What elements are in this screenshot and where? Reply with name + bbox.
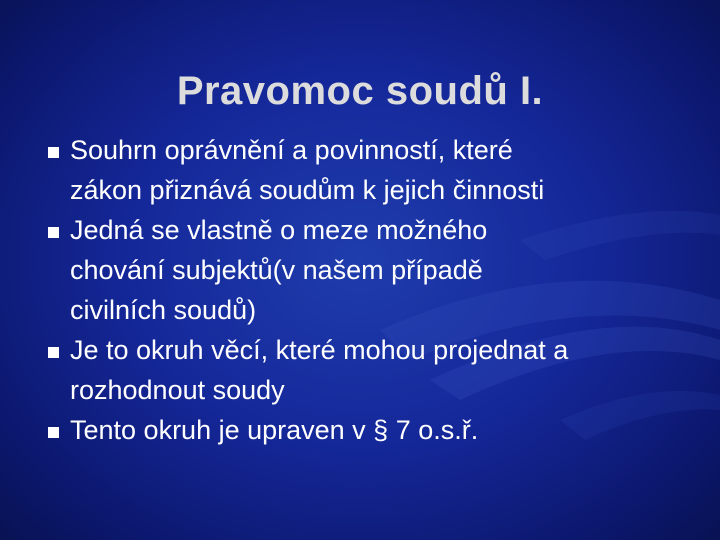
bullet-item	[48, 330, 688, 410]
bullet-text: Tento okruh je upraven v § 7 o.s.ř.	[70, 415, 479, 445]
bullet-item	[48, 130, 688, 210]
bullet-list	[48, 130, 688, 450]
bullet-text: Souhrn oprávnění a povinností, které zákon přiznává soudům k jejich činnosti	[70, 135, 545, 205]
bullet-item	[48, 410, 688, 450]
bullet-text: Je to okruh věcí, které mohou projednat a rozhodnout soudy	[70, 335, 569, 405]
square-bullet-icon	[48, 427, 59, 438]
square-bullet-icon	[48, 227, 59, 238]
square-bullet-icon	[48, 347, 59, 358]
bullet-item	[48, 210, 688, 330]
slide-title: Pravomoc soudů I.	[176, 68, 544, 113]
square-bullet-icon	[48, 147, 59, 158]
bullet-text: Jedná se vlastně o meze možného chování subjektů(v našem případě civilních soudů)	[70, 215, 488, 325]
